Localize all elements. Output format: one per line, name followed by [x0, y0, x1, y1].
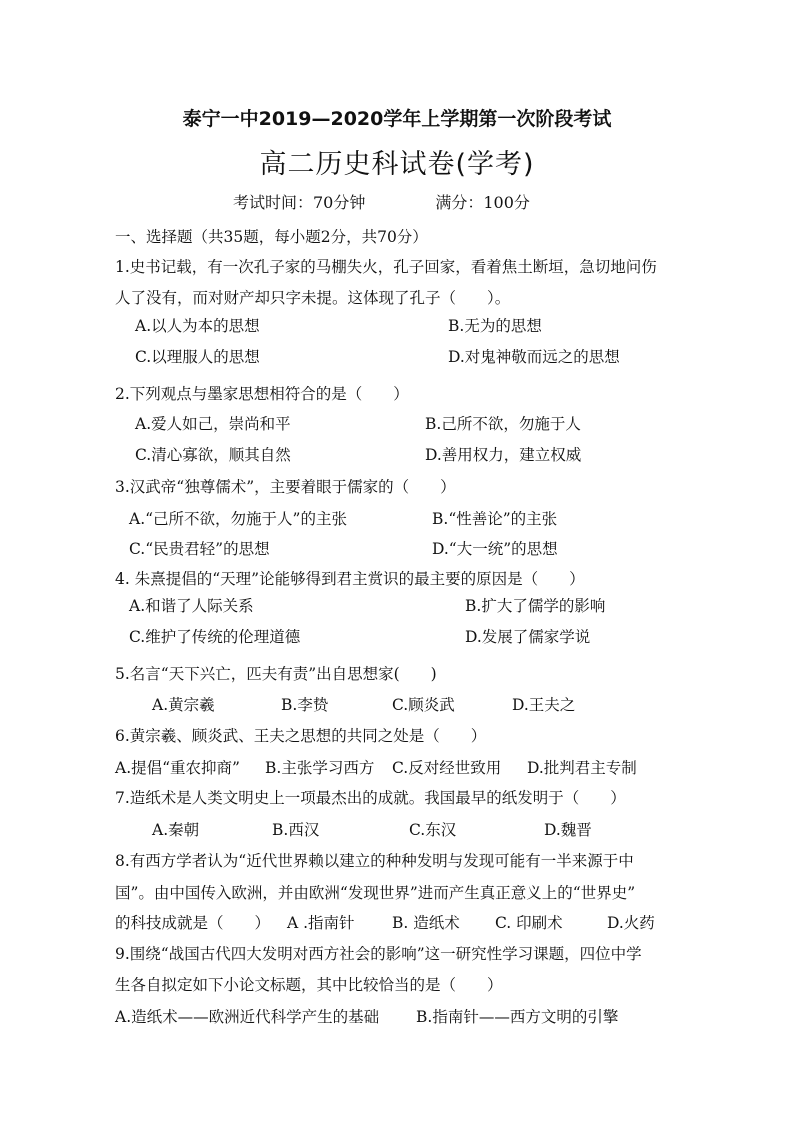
question-6-option-a: A.提倡“重农抑商”: [115, 759, 240, 777]
question-1-stem: 人了没有，而对财产却只字未提。这体现了孔子（ ）。: [115, 289, 511, 307]
question-3-option-c: C.“民贵君轻”的思想: [129, 540, 270, 558]
question-5-option-d: D.王夫之: [512, 696, 576, 714]
question-6-option-b: B.主张学习西方: [265, 759, 375, 777]
question-8-option-b: B. 造纸术: [392, 914, 460, 932]
section-heading: 一、选择题（共35题，每小题2分，共70分）: [115, 228, 428, 246]
question-7-option-b: B.西汉: [272, 821, 320, 839]
question-2-option-d: D.善用权力，建立权威: [425, 446, 582, 464]
question-9-stem: 生各自拟定如下小论文标题，其中比较恰当的是（ ）: [115, 976, 503, 994]
question-1-option-c: C.以理服人的思想: [135, 348, 260, 366]
question-8-stem: 的科技成就是（ ）: [115, 914, 271, 932]
question-3-option-d: D.“大一统”的思想: [432, 540, 558, 558]
question-3-option-b: B.“性善论”的主张: [432, 510, 558, 528]
question-6-option-c: C.反对经世致用: [392, 759, 502, 777]
question-4-option-b: B.扩大了儒学的影响: [465, 597, 606, 615]
question-9-option-b: B.指南针——西方文明的引擎: [416, 1008, 619, 1026]
question-1-option-b: B.无为的思想: [448, 317, 542, 335]
question-3-stem: 3.汉武帝“独尊儒术”，主要着眼于儒家的（ ）: [115, 478, 456, 496]
question-3-option-a: A.“己所不欲，勿施于人”的主张: [129, 510, 347, 528]
question-7-option-a: A.秦朝: [152, 821, 200, 839]
question-7-option-c: C.东汉: [409, 821, 457, 839]
question-1-option-d: D.对鬼神敬而远之的思想: [448, 348, 620, 366]
question-2-option-b: B.己所不欲，勿施于人: [425, 415, 581, 433]
school-exam-title: 泰宁一中2019—2020学年上学期第一次阶段考试: [182, 108, 612, 130]
question-8-option-d: D.火药: [607, 914, 655, 932]
question-8-option-a: A .指南针: [287, 914, 355, 932]
question-2-option-a: A.爱人如己，崇尚和平: [135, 415, 291, 433]
question-7-stem: 7.造纸术是人类文明史上一项最杰出的成就。我国最早的纸发明于（ ）: [115, 789, 626, 807]
question-5-option-c: C.顾炎武: [392, 696, 455, 714]
exam-meta: [233, 190, 530, 213]
exam-time: 考试时间：70分钟: [233, 193, 366, 212]
question-9-stem: 9.围绕“战国古代四大发明对西方社会的影响”这一研究性学习课题，四位中学: [115, 945, 642, 963]
question-1-option-a: A.以人为本的思想: [135, 317, 260, 335]
question-2-option-c: C.清心寡欲，顺其自然: [135, 446, 291, 464]
question-6-stem: 6.黄宗羲、顾炎武、王夫之思想的共同之处是（ ）: [115, 727, 487, 745]
question-5-option-b: B.李贽: [281, 696, 329, 714]
question-7-option-d: D.魏晋: [544, 821, 592, 839]
question-1-stem: 1.史书记载，有一次孔子家的马棚失火，孔子回家，看着焦土断垣，急切地问伤: [115, 258, 657, 276]
question-8-stem: 8.有西方学者认为“近代世界赖以建立的种种发明与发现可能有一半来源于中: [115, 852, 634, 870]
question-5-option-a: A.黄宗羲: [152, 696, 215, 714]
question-8-stem: 国”。由中国传入欧洲，并由欧洲“发现世界”进而产生真正意义上的“世界史”: [115, 884, 636, 902]
question-5-stem: 5.名言“天下兴亡，匹夫有责”出自思想家( ): [115, 665, 437, 683]
question-4-option-a: A.和谐了人际关系: [129, 597, 254, 615]
question-2-stem: 2.下列观点与墨家思想相符合的是（ ）: [115, 385, 409, 403]
question-4-option-d: D.发展了儒家学说: [465, 628, 591, 646]
question-4-option-c: C.维护了传统的伦理道德: [129, 628, 301, 646]
question-8-option-c: C. 印刷术: [495, 914, 563, 932]
question-9-option-a: A.造纸术——欧洲近代科学产生的基础: [115, 1008, 380, 1026]
question-6-option-d: D.批判君主专制: [527, 759, 637, 777]
exam-full-score: 满分：100分: [435, 193, 530, 212]
question-4-stem: 4. 朱熹提倡的“天理”论能够得到君主赏识的最主要的原因是（ ）: [115, 570, 585, 588]
paper-title: 高二历史科试卷(学考): [259, 149, 535, 180]
